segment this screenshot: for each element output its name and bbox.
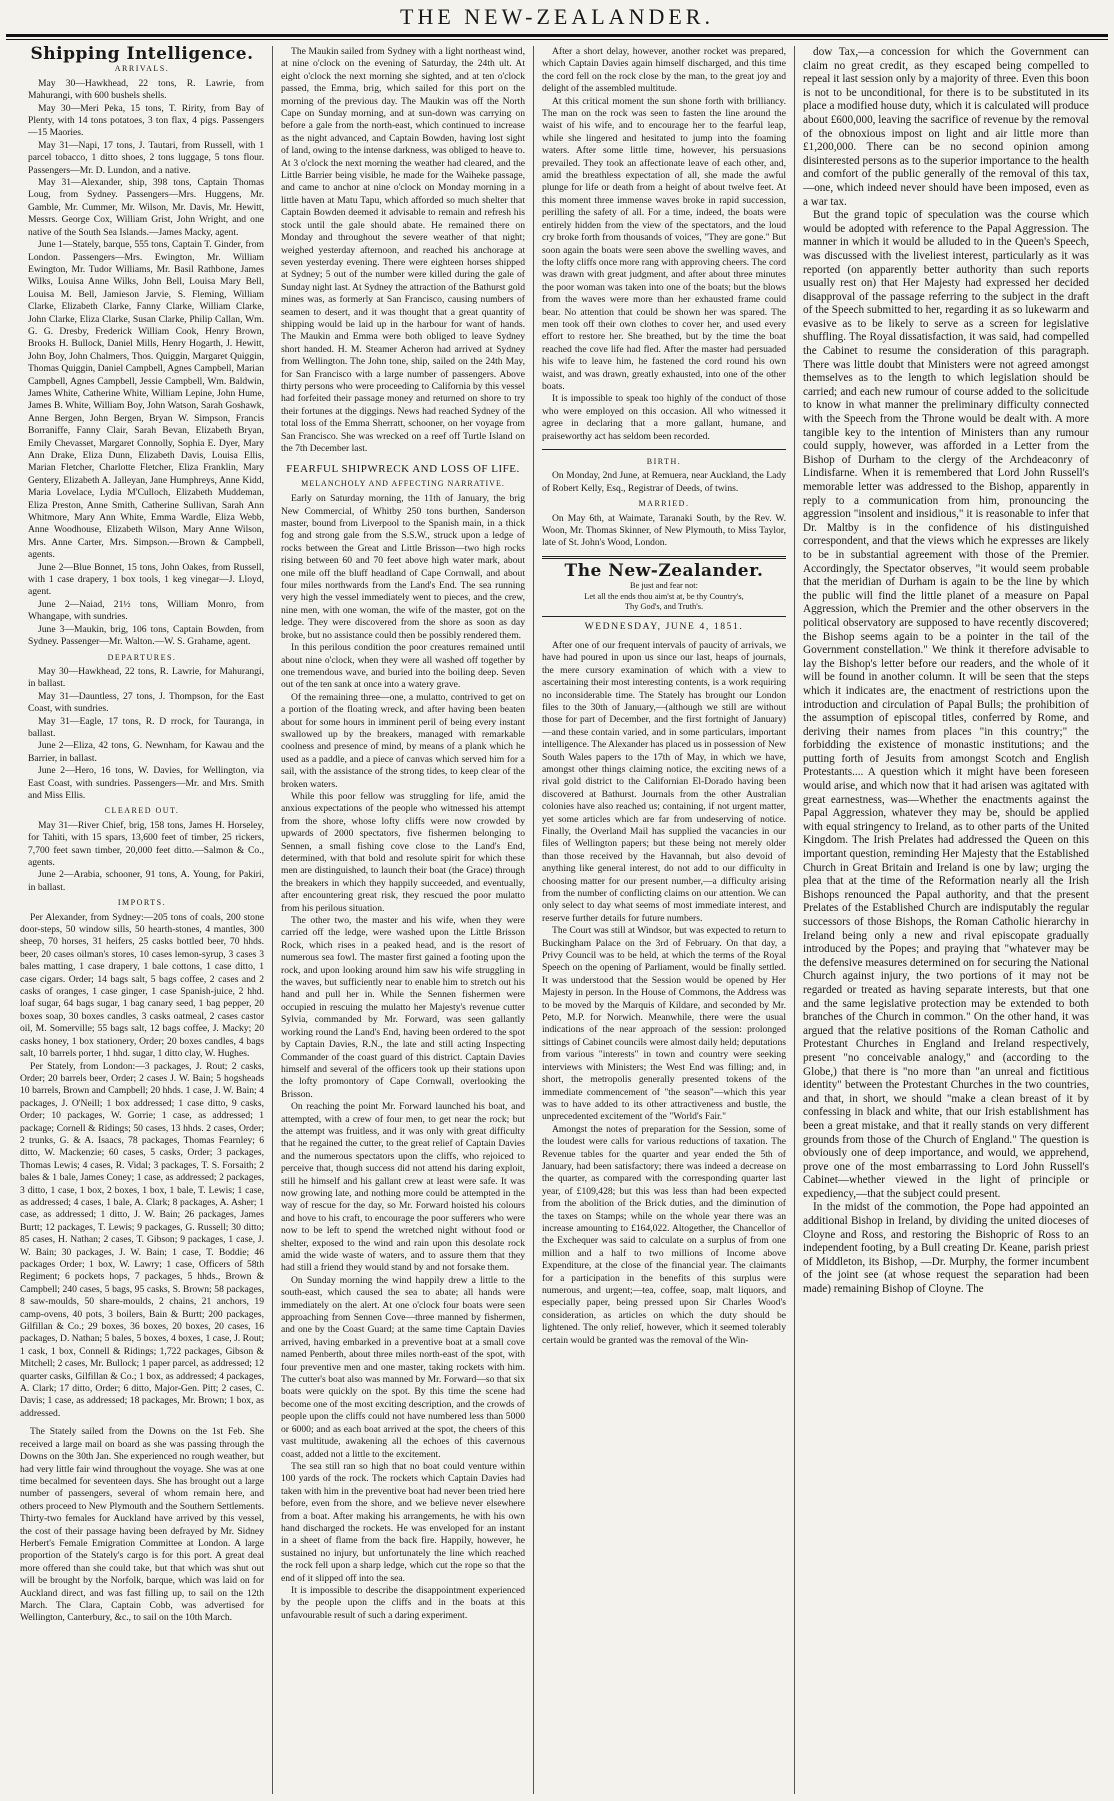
column-editorial-continued bbox=[803, 46, 1089, 1794]
editorial-paragraph: The Court was still at Windsor, but was expected to return to Buckingham Palace on the 3rd of February. On that day, a Privy Council was to be held, at which the terms of the Royal Speech on the opening of Parliament, would be finally settled. It was understood that the Session would be opened by Her Majesty in person. In the House of Commons, the Address was to be moved by the Marquis of Kildare, and seconded by Mr. Peto, M.P. for Norwich. Meanwhile, there were the usual indications of the near approach of the session: prolonged sittings of Cabinet councils were almost daily held; deputations from various "interests" in town and country were seeking interviews with Ministers; the West End was filling; and, in short, the metropolis generally presented tokens of the immediate commencement of "the season"—which this year was to have added to its other attractiveness and bustle, the unprecedented excitement of the "World's Fair." bbox=[542, 925, 786, 1123]
masthead bbox=[0, 0, 1114, 42]
arrival-entry: June 1—Stately, barque, 555 tons, Captain T. Ginder, from London. Passengers—Mrs. Ewington, Mr. William Ewington, Mr. Tudor Williams, Mr. Basil Rathbone, James Wilks, Louisa Anne Wilks, John Bell, Louisa Mary Bell, Louisa M. Bell, Jamieson Jarvie, S. Fleming, William Clarke, Elizabeth Clarke, Fanny Clarke, William Clarke, John Clarke, Eliza Clarke, Susan Clarke, Philip Callan, Wm. G. G. Dresby, Frederick William Cook, Henry Brown, Brooks H. Bullock, Daniel Mills, Henry Hogarth, J. Hewitt, John Boy, John Chalmers, Thos. Quiggin, Margaret Quiggin, Thomas Quiggin, Daniel Campbell, Agnes Campbell, Marian Campbell, Agnes Campbell, Jessie Campbell, Wm. Baldwin, James White, Catherine White, William Lepine, John Hume, James B. White, William Boy, John Watson, Sarah Goshawk, Anne Bergen, John Bergen, Bryan W. Simpson, Francis Borraniffe, Fanny Clair, Sarah Bevan, Elizabeth Bryan, Emily Chevasset, Margaret Connolly, Sophia E. Dyer, Mary Ann Drake, Eliza Dunn, Elizabeth Davis, Louisa Ellis, Marian Fletcher, Charlotte Fletcher, Eliza Franklin, Mary Gentery, Elizabeth A. Jalleyan, Jane Humphreys, Anne Kidd, Maria Lovelace, Lydia M'Culloch, Elizabeth Muddeman, Eliza Preston, Anne Smith, Catherine Sullivan, Sarah Ann Whitmore, Mary Ann White, Emma Wardle, Eliza Webb, Anne Woodhouse, Elizabeth Wilson, Mary Anne Wilson, Mrs. Anne Carter, Mrs. Simpson.—Brown & Campbell, agents. bbox=[28, 239, 264, 561]
editorial-paragraph: But the grand topic of speculation was the course which would be adopted with reference to the Papal Aggression. The manner in which it would be alluded to in the Queen's Speech, was discussed with the liveliest interest, particularly as it was reported (on apparently better authority than such reports usually rest on) that Her Majesty had expressed her decided disapproval of the passage referring to the subject in the draft of the Speech submitted to her, regarding it as so lukewarm and evasive as to be likely to serve as a screen for legislative shuffling. The Royal dissatisfaction, it was said, had compelled the Cabinet to resume the consideration of this paragraph. There was little doubt that Ministers were not agreed amongst themselves as to the length to which legislation should be carried; and each new rumour of course added to the solicitude to know in what manner the preliminary difficulty connected with the Speech from the Throne would be dealt with. A more tangible key to the intention of Ministers than any rumour could supply, however, was afforded in a Letter from the Bishop of Durham to the clergy of the Archdeaconry of Lindisfarne. When it is remembered that Lord John Russell's memorable letter was addressed to the Bishop, apparently in reply to a communication from him, pronouncing the aggression "insolent and insidious," it is reasonable to infer that Dr. Maltby is in the confidence of his distinguished correspondent, and that the views which he expresses are likely to be in substantial agreement with those of the Premier. Accordingly, the Spectator observes, "it would seem probable that the meridian of Durham is again to be the line by which the public will find the little planet of a measure on Papal Aggression, which the Premier and the other observers in the political observatory are supposed to have recently discovered; the Bishop seems again to be a pointer in the tail of the Government constellation." We think it therefore advisable to lay the Bishop's letter before our readers, and the whole of it will be found in another column. It will be seen that the steps which it indicates are, the enactment of restrictions upon the introduction and circulation of Papal Bulls; the prohibition of the assumption of episcopal titles, conferred by Rome, and deriving their names from places "in this country;" the forbidding the existence of monastic institutions; and the putting forth of Jesuits from amongst Scotch and English Protestants.... A question which it might have been foreseen would arise, and which now that it had arisen was agitated with great earnestness, was—Whether the enactments against the Papal Aggression, whatever they may be, should be applied with equal stringency to Ireland, as to other parts of the United Kingdom. The Irish Prelates had addressed the Queen on this important question, reminding Her Majesty that the Established Church in Great Britain and Ireland is one by law; urging the plea that at the time of the Reformation nearly all the Irish Bishops renounced the Papal authority, and that the present Prelates of the Established Church are indisputably the regular successors of those Bishops, the Roman Catholic hierarchy in Ireland being only a new and rival episcopate gradually introduced by the Popes; and praying that "whatever may be the defensive measures determined on for securing the National Church against injury, the two portions of it may not be regarded or treated as having separate interests, but that one and the same legislative protection may be extended to both branches of the Church in common." On the other hand, it was argued that the relative positions of the Roman Catholic and Protestant Churches in England and Ireland respectively, present "no conceivable analogy," and (according to the Globe,) that there is "no more than "an unreal and fictitious identity" between the Protestant Churches in the two countries, and that, in short, we should "make a clean breast of it by confessing in black and white, that our Irish establishment has been a great mistake, and that it really stands on very different grounds from those of the Church of England." The question is obviously one of deep importance, and would, we apprehend, prove one of the most embarrassing to Lord John Russell's Cabinet—whether viewed in the light of principle or expediency,—that the subject could present. bbox=[803, 209, 1089, 1200]
birth-notice: On Monday, 2nd June, at Remuera, near Auckland, the Lady of Robert Kelly, Esq., Registrar of Deeds, of twins. bbox=[542, 470, 786, 494]
cleared-entry: May 31—River Chief, brig, 158 tons, James H. Horseley, for Tahiti, with 15 spars, 13,600 feet of timber, 25 rickers, 7,700 feet sawn timber, 20,000 feet ditto.—Salmon & Co., agents. bbox=[28, 819, 264, 868]
editorial-masthead: The New-Zealander. bbox=[564, 560, 764, 581]
stately-paragraph: The Stately sailed from the Downs on the 1st Feb. She received a large mail on board as she was passing through the Downs on the 30th Jan. She experienced no rough weather, but had very little fair wind throughout the voyage. She was at one time becalmed for seventeen days. She has brought out a large number of passengers, several of whom remain here, and others proceed to New Plymouth and the Southern Settlements. Thirty-two females for Auckland have arrived by this vessel, the cost of their passage having been defrayed by Mr. Sidney Herbert's Female Emigration Committee at London. A large proportion of the Stately's cargo is for this port. A great deal more offered than she could take, but that which was shut out will be brought by the Norfolk, barque, which was laid on for Auckland direct, and was fast filling up, to sail on the 12th March. The Clara, Captain Cobb, was advertised for Wellington, Canterbury, &c., to sail on the 10th March. bbox=[20, 1426, 264, 1624]
article-paragraph: On Sunday morning the wind happily drew a little to the south-east, which caused the sea to abate; all hands were immediately on the alert. At one o'clock four boats were seen approaching from Sennen Cove—three manned by fishermen, and one by the Coast Guard; at the same time Captain Davies arrived, having embarked in a preventive boat at a small cove named Penberth, about three miles north-east of the spot, with four preventive men and one master, taking rockets with him. The cutter's boat also was manned by Mr. Forward—so that six boats were quickly on the spot. By this time the scene had become one of the most exciting description, and the crowds of people upon the cliffs could not have numbered less than 5000 or 6000; and as each boat arrived at the spot, the cheers of this vast multitude, awakening all the echoes of this cavernous coast, added not a little to the excitement. bbox=[281, 1274, 525, 1460]
article-paragraph: On reaching the point Mr. Forward launched his boat, and attempted, with a crew of four men, to get near the rock; but the attempt was fruitless, and it was only with great difficulty that he regained the cutter, to the great relief of Captain Davies and the numerous spectators upon the cliffs, who rejoiced to perceive that, though success did not attend his daring exploit, still he himself and his gallant crew at least were safe. It was now growing late, and nothing more could be attempted in the way of rescue for the day, so Mr. Forward hoisted his colours and hove to his craft, to encourage the poor sufferers who were now to be left to spend the wretched night without food or shelter, exposed to the wind and rain upon this desolate rock amid the wide waste of waters, and to assure them that they had still a friend they would stand by and not forsake them. bbox=[281, 1101, 525, 1274]
masthead-rule-thin bbox=[6, 39, 1108, 40]
departure-entry: May 31—Eagle, 17 tons, R. D rrock, for Tauranga, in ballast. bbox=[28, 715, 264, 739]
article-paragraph: Of the remaining three—one, a mulatto, contrived to get on a portion of the floating wreck, and after having been beaten about for some hours in imminent peril of being every instant swallowed up by the breakers, managed with remarkable coolness and presence of mind, by means of a plank which he used as a paddle, and a piece of canvas which served him for a sail, with the assistance of the strong tides, to keep clear of the broken waters. bbox=[281, 691, 525, 790]
arrival-entry: May 31—Napi, 17 tons, J. Tautari, from Russell, with 1 parcel tobacco, 1 ditto shoes, 2 tons luggage, 5 tons flour. Passengers—Mr. D. Lundon, and a native. bbox=[28, 139, 264, 176]
imports-label: IMPORTS. bbox=[117, 898, 167, 908]
article-paragraph: While this poor fellow was struggling for life, amid the anxious expectations of the people who witnessed his attempt from the shore, whose lofty cliffs were now crowded by upwards of 2000 spectators, five fishermen belonging to Sennen, a small fishing cove close to the Land's End, determined, with that bold and resolute spirit for which these men are distinguished, to launch their boat (the Grace) through the breakers in which they happily succeeded, and eventually, after encountering great risk, they rescued the poor mulatto from his perilous situation. bbox=[281, 790, 525, 914]
editorial-paragraph: In the midst of the commotion, the Pope had appointed an additional Bishop in Ireland, by dividing the united dioceses of Cloyne and Ross, and restoring the Bishopric of Ross to an independent footing, by a Bull creating Dr. Keane, parish priest of Middleton, its Bishop, —Dr. Murphy, the former incumbent of the joint see (at whose request the separation had been made) remaining Bishop of Cloyne. The bbox=[803, 1201, 1089, 1296]
masthead-rule bbox=[6, 34, 1108, 37]
article-paragraph: It is impossible to speak too highly of the conduct of those who were employed on this occasion. All who witnessed it agree in declaring that a more gallant, humane, and praiseworthy act has seldom been recorded. bbox=[542, 393, 786, 442]
column-news bbox=[281, 46, 525, 1794]
arrival-entry: June 2—Naiad, 21½ tons, William Monro, from Whangape, with sundries. bbox=[28, 598, 264, 623]
maukin-paragraph: The Maukin sailed from Sydney with a light northeast wind, at nine o'clock on the evening of Saturday, the 24th ult. At eight o'clock the next morning she sighted, and at ten o'clock passed, the Emma, brig, which sailed for this port on the morning of the previous day. The Maukin was off the North Cape on Sunday morning, and at sun-down was carrying on before a gale from the north-east, which continued to increase as the night advanced, and Captain Bowden, having lost sight of land, owing to the intense darkness, was obliged to heave to. At 3 o'clock the next morning the weather had cleared, and the Little Barrier being visible, he made for the Waiheke passage, and came to anchor at nine o'clock on Monday morning in a little haven at Matu Tapu, which afforded so much shelter that Captain Bowden deemed it advisable to remain and refresh his stock until the gale should abate. He remained there on Monday and throughout the severe weather of that night; weighed yesterday afternoon, and reached his anchorage at seven yesterday evening. There were eighteen horses shipped at Sydney; 5 out of the number were killed during the gale of Sunday night last. At Sydney the attraction of the Bathurst gold mines was, as formerly at San Francisco, causing numbers of seamen to desert, and it was thought that a great quantity of shipping would be laid up in the harbour for want of hands. The Maukin and Emma were both obliged to leave Sydney short handed. H. M. Steamer Acheron had arrived at Sydney from Wellington. The John tone, ship, sailed on the 24th May, for San Francisco with a large number of passengers. Above thirty persons who were proceeding to California by this vessel had forfeited their passage money and returned on shore to try their fortunes at the diggings. News had reached Sydney of the total loss of the Emma Sherratt, schooner, on her voyage from San Francisco. She was wrecked on a reef off Turtle Island on the 7th December last. bbox=[281, 46, 525, 454]
birth-label: BIRTH. bbox=[646, 457, 682, 466]
newspaper-title: THE NEW-ZEALANDER. bbox=[400, 4, 714, 29]
editorial-paragraph: After one of our frequent intervals of paucity of arrivals, we have had poured in upon us since our last, heaps of journals, the mere cursory examination of which with a view to ascertaining their most interesting contents, is a work requiring no inconsiderable time. The Stately has brought our London files to the 30th of January,—(although we still are without those for part of December, and the first fortnight of January)—and these contain varied, and in some particulars, important intelligence. The Alexander has placed us in possession of New South Wales papers to the 17th of May, in which we have, amongst other things claiming notice, the exciting news of a rival gold district to the Californian El-Dorado having been discovered at Bathurst. Journals from the other Australian colonies have also reached us; containing, if not urgent matter, yet some articles which are far from undeserving of notice. Finally, the Overland Mail has supplied the vacancies in our files of Wellington papers; but these being not merely older than those received by the Havannah, but also devoid of anything like general interest, do not add to our difficulty in choosing matter for our present number,—a difficulty arising from the number of conflicting claims on our attention. We can only select to day what seems of most immediate interest, and reserve further details for future numbers. bbox=[542, 639, 786, 924]
departure-entry: June 2—Eliza, 42 tons, G. Newnham, for Kawau and the Barrier, in ballast. bbox=[28, 740, 264, 764]
import-entry: Per Alexander, from Sydney:—205 tons of coals, 200 stone door-steps, 50 window sills, 50 hearth-stones, 4 mantles, 300 sheep, 70 horses, 31 heifers, 25 casks bottled beer, 70 hhds. beer, 20 cases oilman's stores, 10 cases lemon-syrup, 3 cases 3 bales matting, 1 case drapery, 1 bale cottons, 1 case ditto, 1 case cigars. Order; 14 bags salt, 5 bags coffee, 2 cases and 2 casks of oranges, 1 case ginger, 1 case Spanish-juice, 2 hhd. loaf sugar, 64 bags sugar, 1 bag canary seed, 1 bag pepper, 20 boxes soap, 30 boxes candles, 3 casks oatmeal, 2 cases castor oil, M. Somerville; 55 bags salt, 12 bags coffee, J. Macky; 20 casks honey, 1 box stationery, Order; 20 boxes candles, 4 bags salt, 10 barrels porter, 1 hhd. sugar, 1 ditto clay, W. Hughes. bbox=[20, 911, 264, 1060]
editorial-article bbox=[542, 640, 786, 1347]
arrivals-label: ARRIVALS. bbox=[114, 64, 170, 74]
departure-entry: May 30—Hawkhead, 22 tons, R. Lawrie, for Mahurangi, in ballast. bbox=[28, 665, 264, 690]
editorial-paragraph: dow Tax,—a concession for which the Government can claim no great credit, as they escaped being compelled to repeal it last session only by a majority of three. Even this boon is not to be unconditional, for there is to be substituted in its place a modified house duty, which it is calculated will produce about £600,000, leaving the sacrifice of revenue by the removal of the obnoxious impost on light and air little more than £1,200,000. There can be no second opinion among disinterested persons as to the superior importance to the health and comfort of the public generally of the removal of this tax,—one, which indeed never should have been imposed, even as a war tax. bbox=[803, 46, 1089, 208]
editorial-paragraph: Amongst the notes of preparation for the Session, some of the loudest were calls for various reductions of taxation. The Revenue tables for the quarter and year ended the 5th of January, had been satisfactory; there was indeed a decrease on the quarter, as compared with the corresponding quarter last year, of £109,428; but this was less than had been expected from the abolition of the Brick duties, and the diminution of the taxes on Stamps; while on the whole year there was an increase amounting to £164,022. Altogether, the Chancellor of the Exchequer was said to calculate on a surplus of from one million and a half to two millions of Income above Expenditure, at the close of the financial year. The claimants for a participation in the benefits of this surplus were numerous, and urgent;—tea, coffee, soap, malt liquors, and especially paper, being pressed upon Sir Charles Wood's consideration, as articles on which the duty should be lightened. The only relief, however, which it seemed tolerably certain would be granted was the removal of the Win- bbox=[542, 1123, 786, 1346]
column-shipping bbox=[20, 46, 264, 1794]
column-divider bbox=[794, 46, 795, 1794]
shipwreck-heading: FEARFUL SHIPWRECK AND LOSS OF LIFE. bbox=[286, 463, 520, 476]
departures-label: DEPARTURES. bbox=[107, 652, 177, 662]
article-paragraph: Early on Saturday morning, the 11th of January, the brig New Commercial, of Whitby 250 tons burthen, Sanderson master, bound from Liverpool to the Spanish main, in a thick fog and strong gale from the S.S.W., struck upon a ledge of rocks between the Great and Little Brisson—two high rocks rising between 60 and 70 feet above high water mark, about one mile off the bluff headland of Cape Cornwall, and about four miles northwards from the Land's End. The sea running very high the vessel immediately went to pieces, and the crew, nine men, with one woman, the wife of the master, got on the ledge. They were discovered from the shore as soon as day broke, but no assistance could then be possibly rendered them. bbox=[281, 493, 525, 641]
cleared-label: CLEARED OUT. bbox=[104, 806, 180, 816]
married-label: MARRIED. bbox=[638, 499, 690, 509]
editorial-article-continued bbox=[803, 46, 1089, 1297]
section-rule-double bbox=[542, 556, 786, 559]
section-rule bbox=[542, 449, 786, 450]
cleared-entry: June 2—Arabia, schooner, 91 tons, A. Young, for Pakiri, in ballast. bbox=[28, 869, 264, 893]
cleared-list bbox=[20, 820, 264, 894]
dateline: WEDNESDAY, JUNE 4, 1851. bbox=[584, 621, 744, 633]
arrival-entry: May 31—Alexander, ship, 398 tons, Captain Thomas Loug, from Sydney. Passengers—Mrs. Huggens, Mr. Gamble, Mr. Cummer, Mr. Wilson, Mr. Davis, Mr. Hewitt, Messrs. George Cox, William Grist, John Wright, and one native of the South Sea Islands.—James Macky, agent. bbox=[28, 177, 264, 238]
shipwreck-subheading: MELANCHOLY AND AFFECTING NARRATIVE. bbox=[301, 478, 505, 488]
shipwreck-article-continued bbox=[542, 46, 786, 443]
arrivals-list bbox=[20, 78, 264, 649]
column-editorial bbox=[542, 46, 786, 1794]
section-heading-shipping: Shipping Intelligence. bbox=[30, 46, 254, 64]
imports-list bbox=[20, 912, 264, 1421]
import-entry: Per Stately, from London:—3 packages, J. Rout; 2 casks, Order; 20 barrels beer, Order; 2 cases J. W. Bain; 5 hogsheads 10 barrels, Brown and Campbell; 20 hhds. 1 case, J. W. Bain; 4 packages, J. O'Neill; 1 box addressed; 1 case ditto, 9 casks, Order; 10 packages, W. Gorrie; 1 case, as addressed; 1 package; Cornell & Ridings; 50 cases, 13 hhds. 2 cases, Order; 2 trunks, G. & A. Isaacs, 78 packages, Thomas Fearnley; 6 ditto, W. Mackenzie; 60 cases, 5 casks, Order; 3 packages, Thomas Lewis; 4 cases, R. Vidal; 3 packages, T. S. Forsaith; 2 bales & 1 bale, James Coney; 1 case, as addressed; 2 packages, 3 ditto, 1 case, 1 box, 2 boxes, 1 box, 1 bale, T. Lewis; 1 case, as addressed; 4 cases, 1 bale, A. Clark; 8 packages, A. Asher; 1 case, as addressed; 1 ditto, J. W. Bain; 26 packages, James Burtt; 12 packages, T. Lewis; 9 packages, G. Russell; 30 ditto; 85 cases, H. Nathan; 2 cases, T. Gibson; 9 packages, 1 case, J. W. Bain; 30 packages, J. W. Bain; 1 case, T. Boddie; 46 packages Order; 1 box, W. Lawry; 1 case, Officers of 58th Regiment; 6 pockets hops, 7 packages, 5 hhds., Brown & Campbell; 240 cases, 5 bags, 95 casks, S. Brown; 58 packages, 8 saw-moulds, 50 share-moulds, 2 chains, 21 anchors, 19 camp-ovens, 40 pots, 3 boilers, Bain & Burtt; 200 packages, Gilfillan & Co.; 29 boxes, 36 boxes, 20 boxes, 20 cases, 16 packages, D. Nathan; 5 bales, 5 boxes, 4 boxes, 1 case, J. Rout; 1 cask, 1 box, Connell & Ridings; 1,722 packages, Gibson & Mitchell; 2 cases, Mr. Bullock; 1 paper parcel, as addressed; 12 quarter casks, Gilfillan & Co.; 1 box, as addressed; 4 packages, A. Clark; 17 ditto, Order; 6 ditto, Major-Gen. Pitt; 2 cases, C. Davis; 1 case, as addressed; 18 packages, Mr. Brown; 1 box, as addressed. bbox=[20, 1060, 264, 1419]
article-paragraph: It is impossible to describe the disappointment experienced by the people upon the cliffs and in the boats at this unfavourable result of such a daring experiment. bbox=[281, 1584, 525, 1621]
article-paragraph: In this perilous condition the poor creatures remained until about nine o'clock, when they were all washed off together by one tremendous wave, and buried into the boiling deep. Seven out of the ten sank at once into a watery grave. bbox=[281, 642, 525, 691]
column-divider bbox=[272, 46, 273, 1794]
article-paragraph: The other two, the master and his wife, when they were carried off the ledge, were washed upon the Little Brisson Rock, which rises in a peaked head, and is the resort of numerous sea fowl. The master first gained a footing upon the rock, and upon looking around him saw his wife struggling in the waves, but sufficiently near to enable him to stretch out his hand and pull her in. While the Sennen fishermen were occupied in rescuing the mulatto her Majesty's revenue cutter Sylvia, commanded by Mr. Forward, was seen gallantly working round the Land's End, having been ordered to the spot by Captain Davies, R.N., the late and still acting Inspecting Commander of the coast guard of this district. Captain Davies himself and several of the officers took up their stations upon the lofty promontory of Cape Cornwall, overlooking the Brisson. bbox=[281, 915, 525, 1100]
arrival-entry: May 30—Hawkhead, 22 tons, R. Lawrie, from Mahurangi, with 600 bushels shells. bbox=[28, 77, 264, 102]
departure-entry: June 2—Hero, 16 tons, W. Davies, for Wellington, via East Coast, with sundries. Passengers—Mr. and Mrs. Smith and Miss Ellis. bbox=[28, 765, 264, 801]
article-paragraph: After a short delay, however, another rocket was prepared, which Captain Davies again himself discharged, and this time the cord fell on the rock close by the man, to the great joy and delight of the assembled multitude. bbox=[542, 46, 786, 95]
departure-entry: May 31—Dauntless, 27 tons, J. Thompson, for the East Coast, with sundries. bbox=[28, 690, 264, 715]
article-paragraph: The sea still ran so high that no boat could venture within 100 yards of the rock. The rockets which Captain Davies had taken with him in the preventive boat had never been tried here before, even from the shore, and we believe never elsewhere from a boat. After making his arrangements, he with his own hand discharged the rockets. He was enveloped for an instant in a sheet of flame from the back fire. Happily, however, he sustained no injury, but unfortunately the line which reached the rock fell upon a sharp ledge, which cut the rope so that the end of it slipped off into the sea. bbox=[281, 1460, 525, 1584]
arrival-entry: May 30—Meri Peka, 15 tons, T. Ririty, from Bay of Plenty, with 14 tons potatoes, 3 ton flax, 4 pigs. Passengers—15 Maories. bbox=[28, 102, 264, 139]
motto: Be just and fear not: Let all the ends thou aim'st at, be thy Country's, Thy God's, and Truth's. bbox=[584, 581, 744, 612]
column-divider bbox=[533, 46, 534, 1794]
shipwreck-article bbox=[281, 493, 525, 1622]
arrival-entry: June 2—Blue Bonnet, 15 tons, John Oakes, from Russell, with 1 case drapery, 1 box tools, 1 keg vinegar—J. Lloyd, agent. bbox=[28, 561, 264, 598]
dateline-rule bbox=[542, 616, 786, 617]
marriage-notice: On May 6th, at Waimate, Taranaki South, by the Rev. W. Woon, Mr. Thomas Skinner, of New Plymouth, to Miss Taylor, late of St. John's Wood, London. bbox=[542, 512, 786, 549]
departures-list bbox=[20, 666, 264, 802]
arrival-entry: June 3—Maukin, brig, 106 tons, Captain Bowden, from Sydney. Passenger—Mr. Walton.—W. S. Grahame, agent. bbox=[28, 623, 264, 648]
article-paragraph: At this critical moment the sun shone forth with brilliancy. The man on the rock was seen to fasten the line around the waist of his wife, and to encourage her to the fearful leap, while she lingered and hesitated to jump into the foaming waters. After some little time, however, his persuasions prevailed. They took an affectionate leave of each other, and, amid the breathless expectation of all, she made the awful plunge for life or death from a height of about twelve feet. At this moment three immense waves broke in rapid succession, perilling the safety of all. For a time, indeed, the boats were entirely hidden from the view of the spectators, and the loud cry broke forth from thousands of voices, "They are gone." But soon again the boats were seen above the swelling waves, and the lofty cliffs once more rang with approving cheers. The cord was drawn with great judgment, and after about three minutes the poor woman was taken into one of the boats; but the blows from the waves were more than her exhausted frame could bear. No attention that could be shown her was spared. The men took off their own clothes to cover her, and used every effort to restore her. She breathed, but by the time the boat reached the cove life had fled. After the master had persuaded his wife to leave him, he fastened the cord round his own waist, and was drawn, greatly exhausted, into one of the other boats. bbox=[542, 95, 786, 392]
